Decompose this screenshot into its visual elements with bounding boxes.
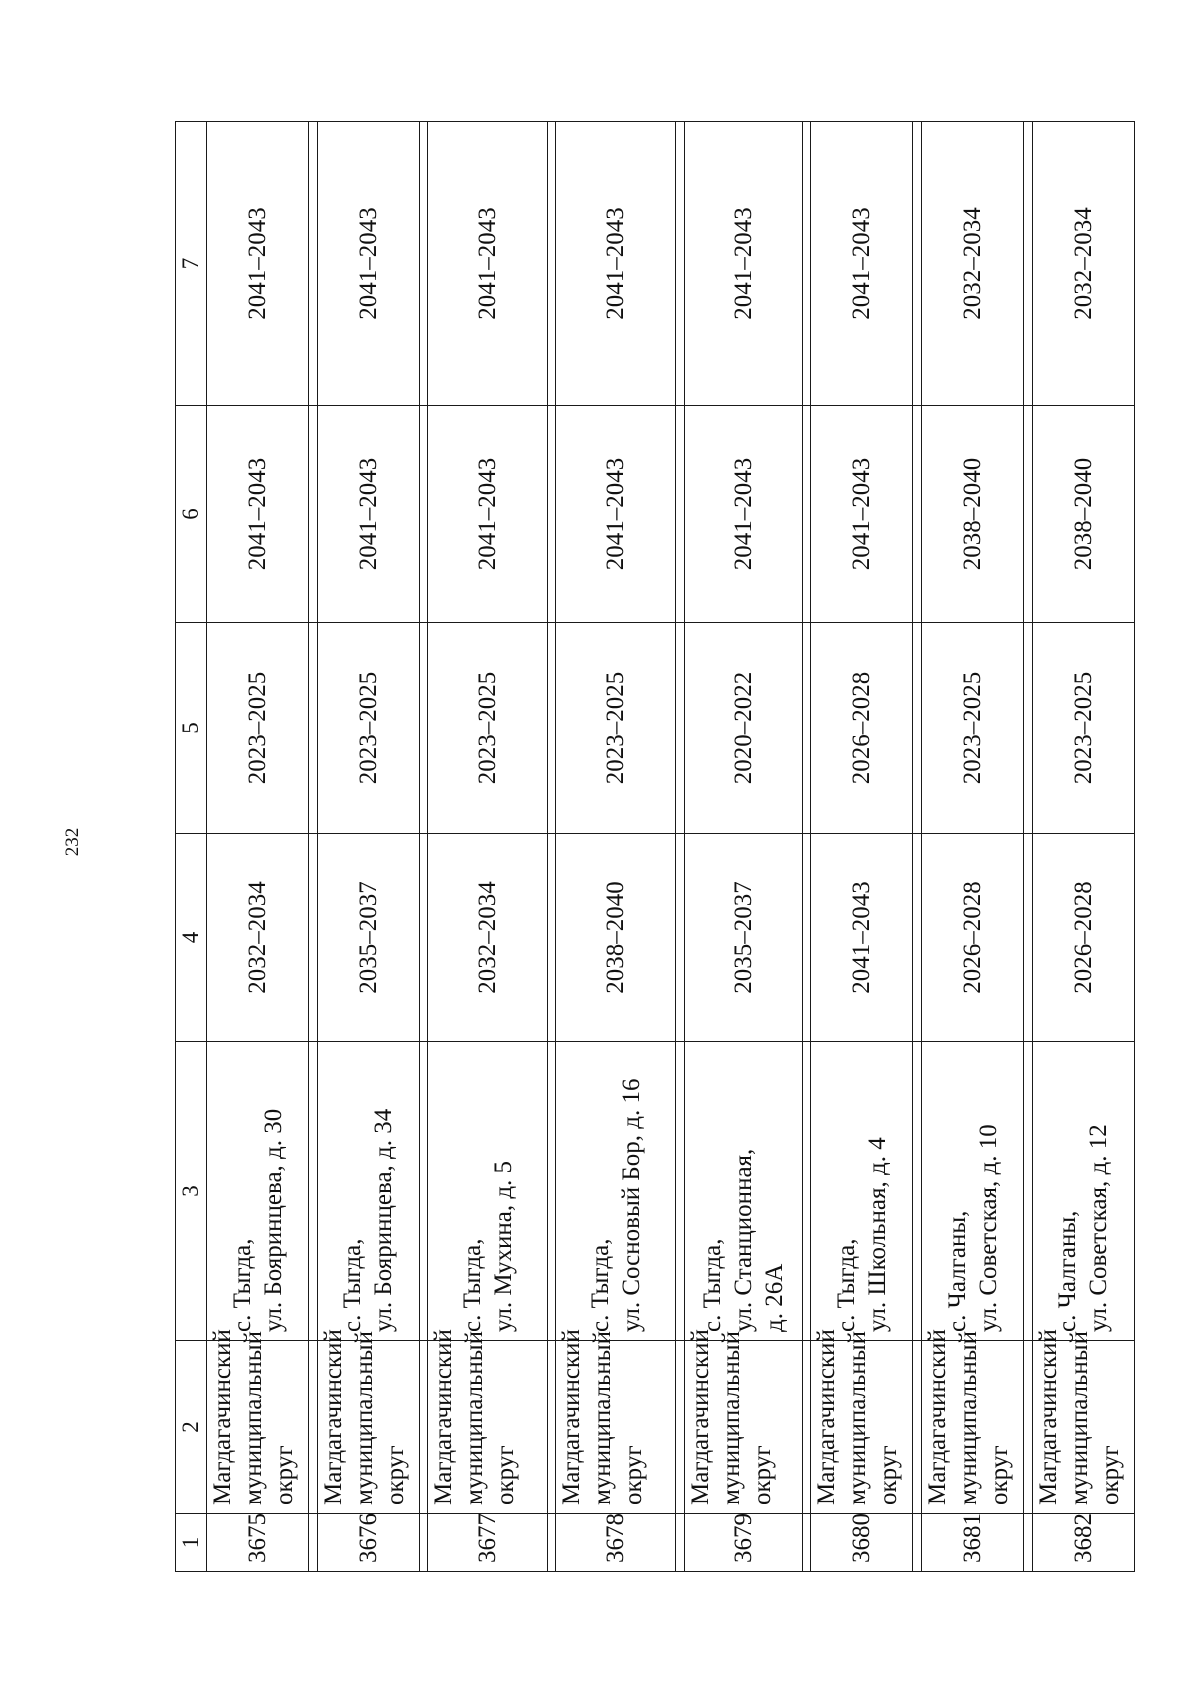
- period-cell-6: 2041–2043: [428, 406, 547, 623]
- address-cell: [1032, 1042, 1134, 1341]
- table-row: [684, 122, 802, 1572]
- district-cell-line: муниципальный: [1065, 1331, 1093, 1505]
- column-number: 1: [176, 1514, 207, 1572]
- district-cell: [922, 1329, 1024, 1514]
- district-cell-line: округ: [271, 1445, 298, 1505]
- address-cell-line: ул. Советская, д. 10: [974, 1124, 1002, 1332]
- period-cell-7: 2041–2043: [811, 122, 913, 406]
- period-cell-5: 2023–2025: [556, 623, 675, 834]
- address-cell-line: с. Тыгда,: [228, 1238, 256, 1332]
- address-cell: [922, 1042, 1024, 1341]
- district-cell-line: округ: [986, 1445, 1014, 1505]
- district-cell-line: Магдагачинский: [319, 1329, 347, 1505]
- row-number: 3677: [428, 1514, 547, 1572]
- district-cell-line: округ: [381, 1445, 409, 1505]
- period-cell-6: 2041–2043: [684, 406, 802, 623]
- address-cell-line: д. 26А: [760, 1263, 788, 1332]
- district-cell-line: муниципальный: [844, 1331, 872, 1505]
- address-cell: [811, 1042, 913, 1341]
- period-cell-6: 2041–2043: [556, 406, 675, 623]
- row-number: 3678: [556, 1514, 675, 1572]
- table-body: [207, 122, 1135, 1572]
- period-cell-7: 2041–2043: [317, 122, 419, 406]
- district-cell-line: Магдагачинский: [686, 1329, 714, 1505]
- period-cell-4: 2041–2043: [811, 834, 913, 1042]
- period-cell-7: 2041–2043: [207, 122, 309, 406]
- address-cell-line: с. Тыгда,: [832, 1238, 860, 1332]
- column-number: 3: [176, 1042, 207, 1341]
- district-cell-line: муниципальный: [461, 1331, 489, 1505]
- period-cell-7: 2041–2043: [428, 122, 547, 406]
- period-cell-4: 2032–2034: [207, 834, 309, 1042]
- address-cell-line: ул. Советская, д. 12: [1085, 1124, 1113, 1332]
- row-separator: [913, 122, 922, 1572]
- table-row: [428, 122, 547, 1572]
- address-cell: [317, 1042, 419, 1341]
- address-cell-line: ул. Мухина, д. 5: [489, 1160, 517, 1332]
- column-number: 5: [176, 623, 207, 834]
- address-cell: [556, 1042, 675, 1341]
- table-row: [207, 122, 309, 1572]
- table-row: [317, 122, 419, 1572]
- address-cell-line: с. Тыгда,: [458, 1238, 486, 1332]
- row-separator: [802, 122, 811, 1572]
- district-cell-line: Магдагачинский: [1034, 1329, 1062, 1505]
- district-cell: [317, 1329, 419, 1514]
- period-cell-6: 2038–2040: [1032, 406, 1134, 623]
- period-cell-4: 2035–2037: [684, 834, 802, 1042]
- row-number: 3675: [207, 1514, 309, 1572]
- period-cell-5: 2023–2025: [317, 623, 419, 834]
- address-cell-line: ул. Школьная, д. 4: [863, 1137, 891, 1332]
- period-cell-4: 2038–2040: [556, 834, 675, 1042]
- period-cell-4: 2032–2034: [428, 834, 547, 1042]
- period-cell-5: 2023–2025: [207, 623, 309, 834]
- district-cell-line: муниципальный: [717, 1331, 745, 1505]
- period-cell-6: 2041–2043: [207, 406, 309, 623]
- row-separator: [1024, 122, 1033, 1572]
- period-cell-7: 2041–2043: [556, 122, 675, 406]
- column-number: 7: [176, 122, 207, 406]
- column-number-row: [176, 122, 207, 1572]
- district-cell: [428, 1329, 547, 1514]
- column-number: 6: [176, 406, 207, 623]
- district-cell-line: муниципальный: [955, 1331, 983, 1505]
- row-separator: [419, 122, 428, 1572]
- period-cell-6: 2038–2040: [922, 406, 1024, 623]
- period-cell-5: 2023–2025: [1032, 623, 1134, 834]
- district-cell: [684, 1329, 802, 1514]
- address-cell-line: с. Тыгда,: [586, 1238, 614, 1332]
- district-cell-line: Магдагачинский: [558, 1329, 586, 1505]
- address-cell-line: ул. Бояринцева, д. 30: [259, 1108, 287, 1332]
- period-cell-7: 2041–2043: [684, 122, 802, 406]
- row-separator: [547, 122, 556, 1572]
- address-cell-line: с. Чалганы,: [1054, 1210, 1082, 1332]
- period-cell-7: 2032–2034: [922, 122, 1024, 406]
- period-cell-5: 2023–2025: [922, 623, 1024, 834]
- period-cell-7: 2032–2034: [1032, 122, 1134, 406]
- address-cell-line: с. Тыгда,: [698, 1238, 726, 1332]
- district-cell: [207, 1329, 309, 1514]
- address-cell-line: с. Чалганы,: [943, 1210, 971, 1332]
- address-cell-line: с. Тыгда,: [339, 1238, 367, 1332]
- registry-table: [175, 121, 1135, 1572]
- district-cell-line: округ: [875, 1445, 903, 1505]
- row-number: 3679: [684, 1514, 802, 1572]
- period-cell-4: 2035–2037: [317, 834, 419, 1042]
- district-cell-line: округ: [620, 1445, 648, 1505]
- address-cell-line: ул. Сосновый Бор, д. 16: [617, 1078, 645, 1332]
- row-number: 3682: [1032, 1514, 1134, 1572]
- period-cell-6: 2041–2043: [317, 406, 419, 623]
- row-separator: [309, 122, 318, 1572]
- row-number: 3681: [922, 1514, 1024, 1572]
- period-cell-4: 2026–2028: [1032, 834, 1134, 1042]
- district-cell-line: муниципальный: [589, 1331, 617, 1505]
- page-number: 232: [62, 827, 83, 857]
- address-cell-line: ул. Станционная,: [729, 1148, 757, 1332]
- address-cell-line: ул. Бояринцева, д. 34: [370, 1108, 398, 1332]
- district-cell-line: муниципальный: [240, 1331, 267, 1505]
- row-separator: [675, 122, 684, 1572]
- column-number: 4: [176, 834, 207, 1042]
- row-number: 3680: [811, 1514, 913, 1572]
- period-cell-5: 2020–2022: [684, 623, 802, 834]
- period-cell-4: 2026–2028: [922, 834, 1024, 1042]
- row-number: 3676: [317, 1514, 419, 1572]
- district-cell: [1032, 1329, 1134, 1514]
- column-number: 2: [176, 1341, 207, 1514]
- table-row: [1032, 122, 1134, 1572]
- address-cell: [684, 1042, 802, 1341]
- district-cell-line: Магдагачинский: [430, 1329, 458, 1505]
- table-row: [922, 122, 1024, 1572]
- address-cell: [428, 1042, 547, 1341]
- table-row: [811, 122, 913, 1572]
- district-cell-line: Магдагачинский: [924, 1329, 952, 1505]
- district-cell-line: округ: [748, 1445, 776, 1505]
- district-cell-line: Магдагачинский: [209, 1329, 236, 1505]
- period-cell-6: 2041–2043: [811, 406, 913, 623]
- district-cell-line: муниципальный: [350, 1331, 378, 1505]
- district-cell: [556, 1329, 675, 1514]
- rotated-table-container: [175, 122, 1135, 1572]
- district-cell-line: округ: [492, 1445, 520, 1505]
- district-cell-line: округ: [1096, 1445, 1124, 1505]
- period-cell-5: 2026–2028: [811, 623, 913, 834]
- district-cell-line: Магдагачинский: [813, 1329, 841, 1505]
- district-cell: [811, 1329, 913, 1514]
- period-cell-5: 2023–2025: [428, 623, 547, 834]
- table-row: [556, 122, 675, 1572]
- address-cell: [207, 1042, 309, 1341]
